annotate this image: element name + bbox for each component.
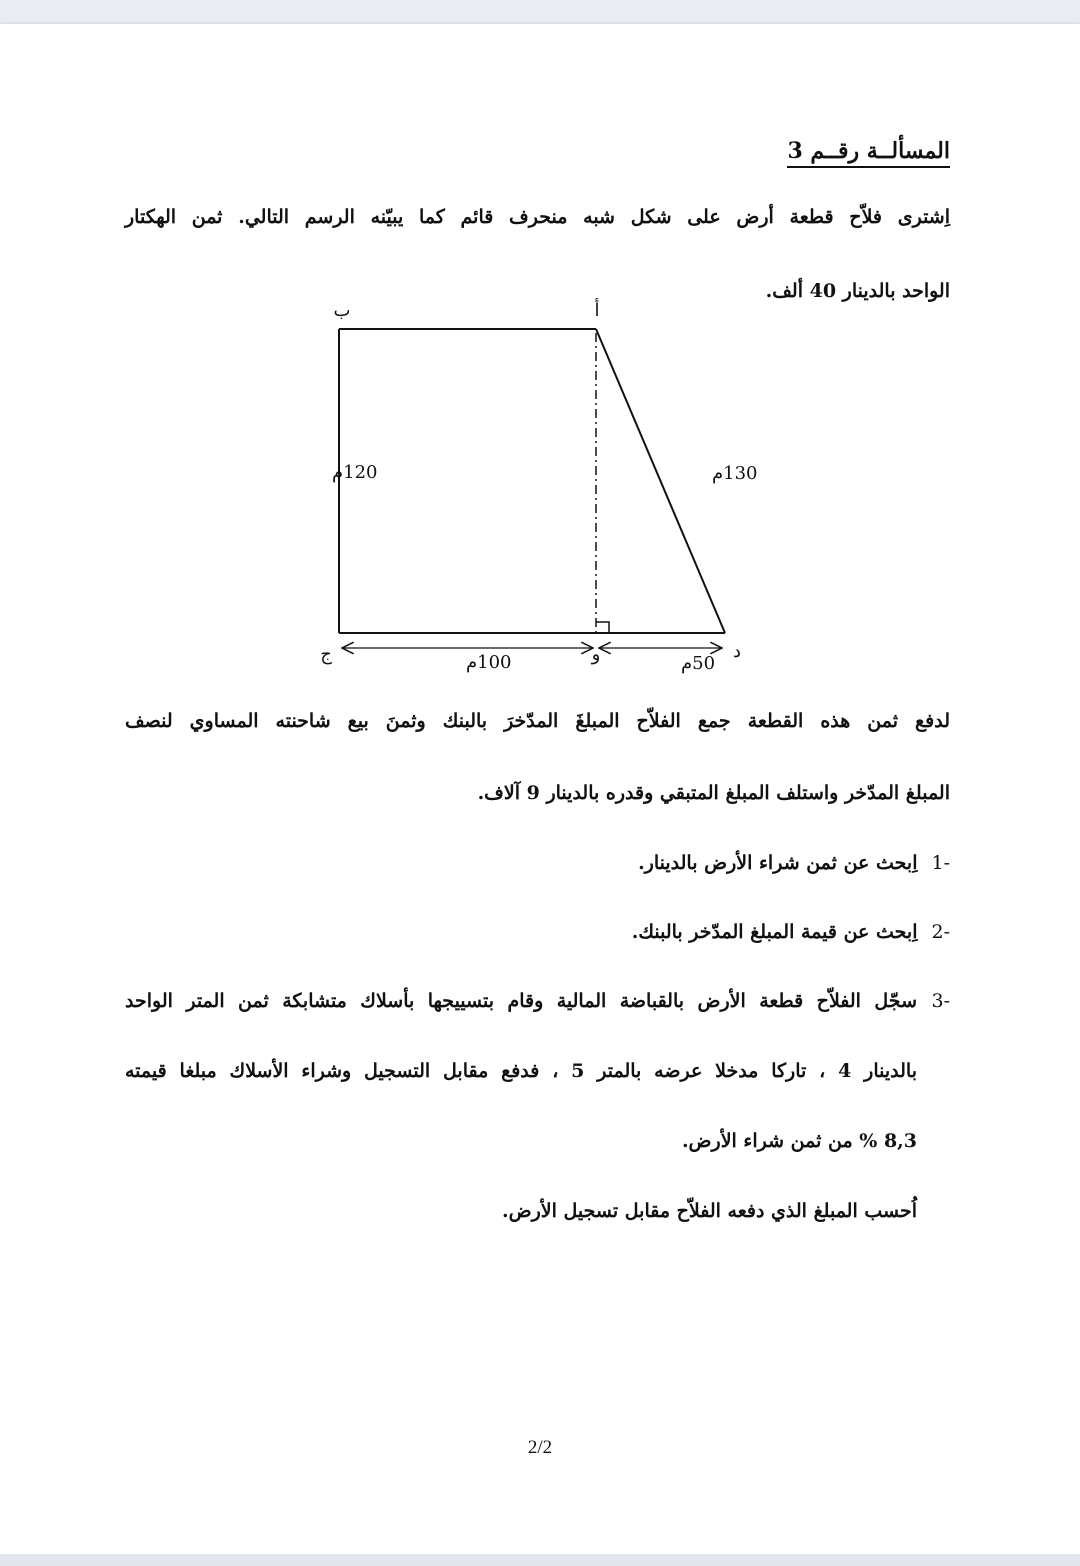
vertex-label-c: ج xyxy=(320,644,332,665)
viewer-bottom-bar xyxy=(0,1554,1080,1566)
question-2-number: -2 xyxy=(931,921,950,943)
vertex-label-b: ب xyxy=(333,300,351,321)
side-label-left: 120م xyxy=(332,462,378,483)
problem-title: المسألــة رقــم 3 xyxy=(787,138,950,168)
right-angle-marker xyxy=(596,622,609,633)
question-3-line-2: بالدينار 4 ، تاركا مدخلا عرضه بالمتر 5 ، فدفع مقابل التسجيل وشراء الأسلاك مبلغا قيمته xyxy=(125,1060,917,1082)
vertex-label-o: و xyxy=(591,644,601,665)
vertex-label-a: أ xyxy=(594,300,600,321)
question-2 xyxy=(632,921,950,943)
question-2-text: اِبحث عن قيمة المبلغ المدّخر بالبنك. xyxy=(631,921,918,943)
question-3-line-1: سجّل الفلاّح قطعة الأرض بالقباضة المالية وقام بتسييجها بأسلاك متشابكة ثمن المتر الواحد xyxy=(125,990,917,1012)
question-1 xyxy=(638,852,950,874)
base-label-right: 50م xyxy=(681,653,716,674)
slant-side xyxy=(596,329,725,633)
question-1-number: -1 xyxy=(931,852,950,874)
question-3-line-4: اُحسب المبلغ الذي دفعه الفلاّح مقابل تسجيل الأرض. xyxy=(502,1200,917,1222)
paragraph-line-2: المبلغ المدّخر واستلف المبلغ المتبقي وقدره بالدينار 9 آلاف. xyxy=(477,782,950,804)
page-number: 2/2 xyxy=(527,1437,553,1458)
side-label-slant: 130م xyxy=(712,463,758,484)
question-3-number: -3 xyxy=(931,990,950,1012)
intro-line-1: اِشترى فلاّح قطعة أرض على شكل شبه منحرف قائم كما يبيّنه الرسم التالي. ثمن الهكتار xyxy=(125,206,950,228)
question-1-text: اِبحث عن ثمن شراء الأرض بالدينار. xyxy=(638,852,918,874)
trapezoid-figure xyxy=(0,0,1080,700)
base-label-left: 100م xyxy=(466,652,512,673)
question-3-line-3: 8,3 % من ثمن شراء الأرض. xyxy=(681,1130,917,1152)
intro-line-2: الواحد بالدينار 40 ألف. xyxy=(765,280,950,302)
paragraph-line-1: لدفع ثمن هذه القطعة جمع الفلاّح المبلغَ المدّخرَ بالبنك وثمنَ بيع شاحنته المساوي لنصف xyxy=(125,710,950,732)
vertex-label-d: د xyxy=(732,641,742,662)
